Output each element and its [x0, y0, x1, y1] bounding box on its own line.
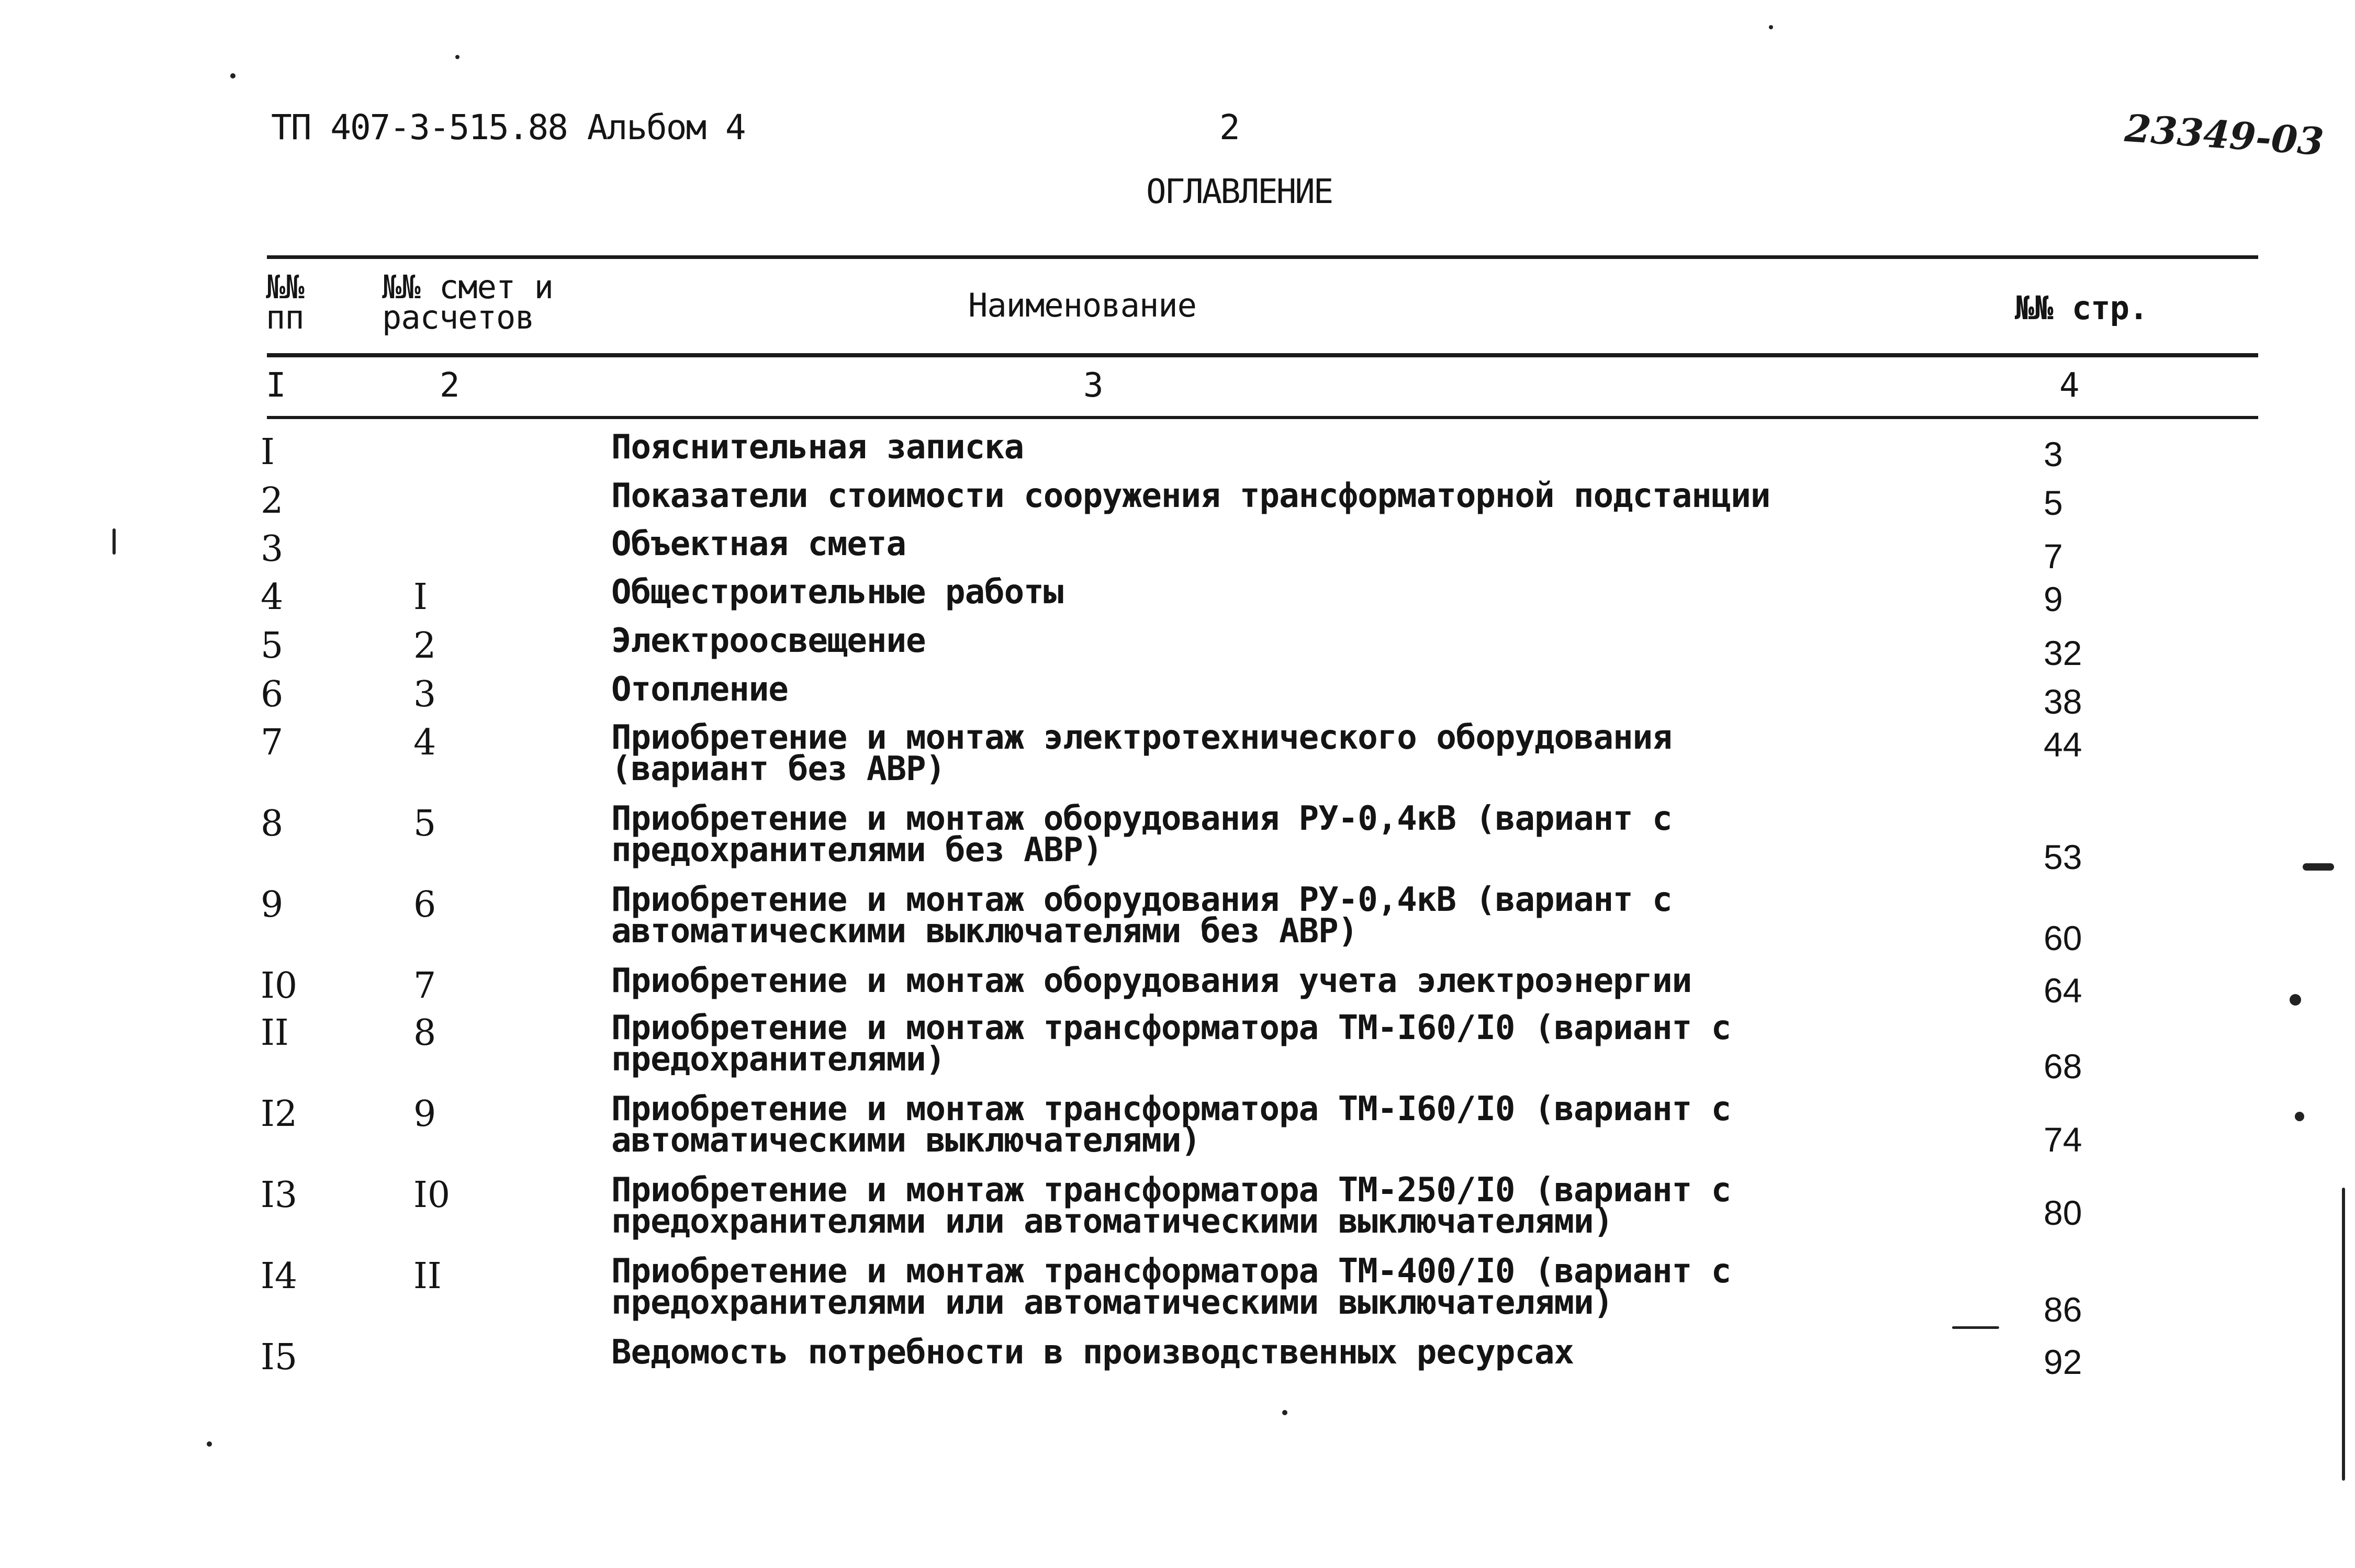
row-name: Приобретение и монтаж электротехнического оборудования (вариант без АВР): [611, 718, 1672, 788]
row-name: Приобретение и монтаж оборудования РУ-0,4кВ (вариант с предохранителями без АВР): [611, 799, 1672, 870]
row-page-number: 53: [2044, 838, 2082, 876]
row-name: Ведомость потребности в производственных ресурсах: [611, 1333, 1574, 1372]
row-page-number: 9: [2044, 580, 2063, 618]
scan-speck: [1769, 25, 1773, 29]
row-index: 8: [261, 803, 284, 844]
row-estimate-number: 3: [413, 674, 436, 715]
row-page-number: 7: [2044, 537, 2063, 576]
row-index: 4: [261, 577, 284, 618]
row-name: Пояснительная записка: [611, 428, 1024, 467]
row-index: I3: [261, 1175, 298, 1216]
header-col-name: Наименование: [968, 286, 1196, 324]
scan-speck: [113, 528, 116, 555]
document-code: ТП 407-3-515.88 Альбом 4: [271, 107, 745, 148]
page-number: 2: [1219, 107, 1240, 148]
header-col-page: №№ стр.: [2015, 289, 2148, 327]
row-estimate-number: 5: [413, 803, 436, 844]
column-number-2: 2: [440, 366, 460, 405]
row-page-number: 44: [2044, 725, 2082, 764]
row-name: Приобретение и монтаж трансформатора ТМ-400/I0 (вариант с предохранителями или автоматическими выключателями): [611, 1252, 1731, 1322]
row-index: 2: [261, 480, 284, 522]
row-estimate-number: 2: [413, 625, 436, 667]
row-estimate-number: 7: [413, 965, 436, 1007]
column-number-3: 3: [1083, 366, 1104, 405]
scan-speck: [2295, 1112, 2304, 1121]
header-col-estimate: №№ смет и расчетов: [382, 268, 553, 336]
column-number-1: I: [266, 366, 286, 405]
scan-speck: [230, 73, 236, 78]
header-col-index: №№ пп: [266, 268, 304, 336]
row-index: I: [261, 432, 275, 473]
page-title: ОГЛАВЛЕНИЕ: [1146, 173, 1332, 211]
row-estimate-number: I0: [413, 1175, 451, 1216]
row-index: I4: [261, 1256, 298, 1297]
scan-speck: [207, 1441, 212, 1447]
row-index: I2: [261, 1093, 298, 1135]
row-estimate-number: 9: [413, 1093, 436, 1135]
row-name: Электроосвещение: [611, 622, 926, 660]
row-page-number: 60: [2044, 919, 2082, 957]
scan-speck: [1952, 1326, 1999, 1329]
row-name: Общестроительные работы: [611, 573, 1063, 612]
row-page-number: 5: [2044, 483, 2063, 522]
scan-speck: [1282, 1410, 1287, 1415]
row-index: 5: [261, 625, 284, 667]
header-bottom-rule: [267, 353, 2258, 357]
row-name: Приобретение и монтаж трансформатора ТМ-250/I0 (вариант с предохранителями или автоматическими выключателями): [611, 1171, 1731, 1241]
row-page-number: 64: [2044, 971, 2082, 1010]
row-index: I0: [261, 965, 298, 1007]
row-page-number: 38: [2044, 682, 2082, 721]
scan-speck: [455, 55, 459, 59]
row-page-number: 86: [2044, 1290, 2082, 1329]
row-page-number: 32: [2044, 634, 2082, 672]
row-page-number: 3: [2044, 435, 2063, 473]
row-estimate-number: II: [413, 1256, 442, 1297]
row-page-number: 92: [2044, 1343, 2082, 1381]
row-index: 6: [261, 674, 284, 715]
scan-speck: [2342, 1188, 2345, 1481]
row-name: Показатели стоимости сооружения трансформаторной подстанции: [611, 477, 1770, 515]
row-name: Приобретение и монтаж трансформатора ТМ-I60/I0 (вариант с предохранителями): [611, 1009, 1731, 1079]
scan-speck: [2303, 863, 2334, 871]
row-page-number: 68: [2044, 1047, 2082, 1086]
row-index: 3: [261, 528, 284, 570]
row-index: II: [261, 1012, 289, 1054]
scan-speck: [2290, 994, 2301, 1006]
row-name: Приобретение и монтаж трансформатора ТМ-I60/I0 (вариант с автоматическими выключателями): [611, 1090, 1731, 1160]
row-name: Отопление: [611, 670, 788, 709]
row-estimate-number: 8: [413, 1012, 436, 1054]
row-index: 7: [261, 722, 284, 763]
row-name: Приобретение и монтаж оборудования учета электроэнергии: [611, 962, 1692, 1000]
column-numbers-rule: [267, 416, 2258, 419]
row-estimate-number: I: [413, 577, 428, 618]
row-name: Приобретение и монтаж оборудования РУ-0,4кВ (вариант с автоматическими выключателями без АВР): [611, 881, 1672, 951]
handwritten-stamp: 23349-03: [2123, 105, 2326, 164]
row-index: 9: [261, 884, 284, 926]
row-page-number: 74: [2044, 1120, 2082, 1159]
row-name: Объектная смета: [611, 525, 906, 563]
row-estimate-number: 4: [413, 722, 436, 763]
row-index: I5: [261, 1337, 298, 1378]
row-estimate-number: 6: [413, 884, 436, 926]
table-top-rule: [267, 255, 2258, 259]
row-page-number: 80: [2044, 1193, 2082, 1232]
column-number-4: 4: [2059, 366, 2080, 405]
